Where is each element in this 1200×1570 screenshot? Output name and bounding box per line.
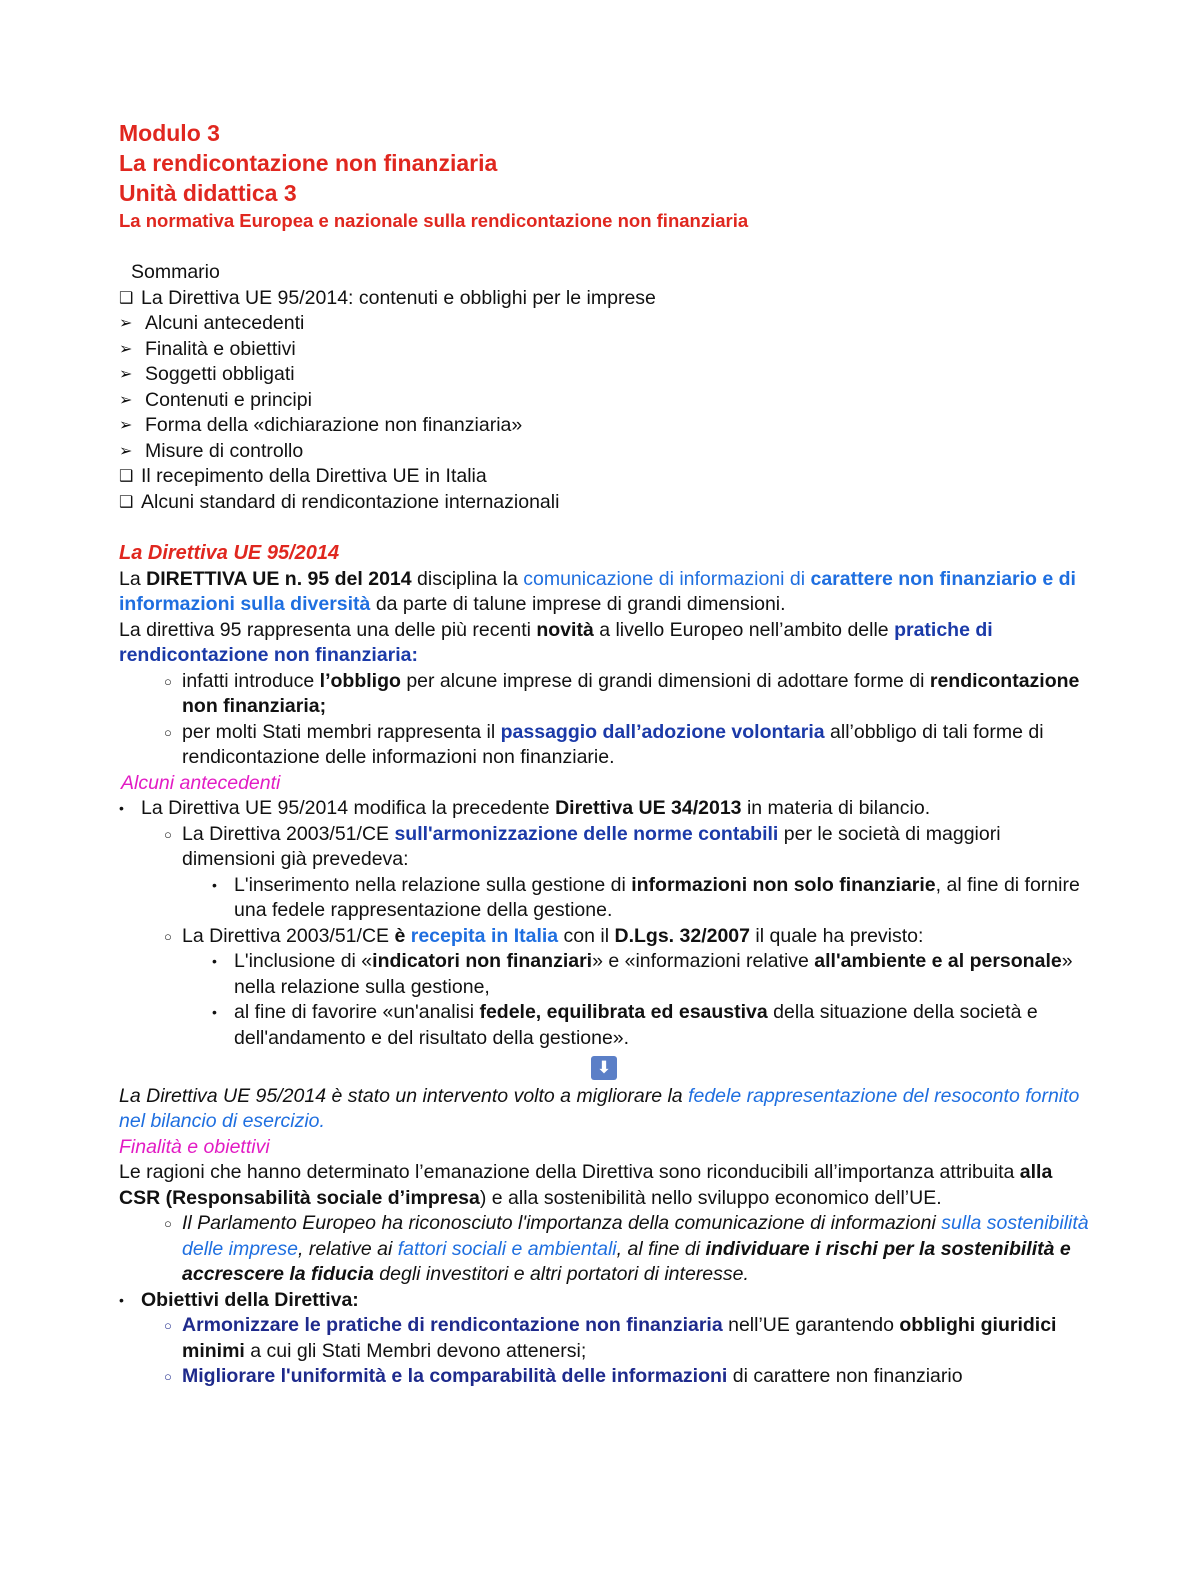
bullet-icon: • (212, 1004, 217, 1020)
list-item: ○ La Direttiva 2003/51/CE è recepita in Italia con il D.Lgs. 32/2007 il quale ha previsto: (164, 924, 1089, 950)
summary-item: ➢ Forma della «dichiarazione non finanziaria» (119, 413, 1089, 439)
list-item: • Obiettivi della Direttiva: (119, 1288, 1089, 1314)
down-arrow-icon: ⬇ (591, 1056, 617, 1080)
list-item: • L'inserimento nella relazione sulla gestione di informazioni non solo finanziarie, al fine di fornire una fedele rappresentazione della gestione. (212, 873, 1080, 921)
conclusion-paragraph: La Direttiva UE 95/2014 è stato un intervento volto a migliorare la fedele rappresentazione del resoconto fornito nel bilancio di esercizio. (119, 1084, 1080, 1132)
paragraph-novita: La direttiva 95 rappresenta una delle più recenti novità a livello Europeo nell’ambito delle pratiche di rendicontazione non finanziaria: (119, 618, 993, 666)
list-item: • La Direttiva UE 95/2014 modifica la precedente Direttiva UE 34/2013 in materia di bilancio. (119, 796, 1089, 822)
bullet-icon: • (119, 800, 124, 816)
summary-item: ❑ La Direttiva UE 95/2014: contenuti e obblighi per le imprese (119, 286, 1089, 312)
paragraph-intro: La DIRETTIVA UE n. 95 del 2014 disciplina la comunicazione di informazioni di carattere non finanziario e di informazioni sulla diversità da parte di talune imprese di grandi dimensioni. (119, 567, 1076, 615)
summary-item: ➢ Soggetti obbligati (119, 362, 1089, 388)
circle-bullet-icon: ○ (164, 1369, 172, 1384)
unit-subtitle: La normativa Europea e nazionale sulla rendicontazione non finanziaria (119, 210, 749, 231)
circle-bullet-icon: ○ (164, 1318, 172, 1333)
summary-item: ➢ Finalità e obiettivi (119, 337, 1089, 363)
summary-item: ➢ Contenuti e principi (119, 388, 1089, 414)
arrow-bullet-icon: ➢ (119, 417, 133, 434)
circle-bullet-icon: ○ (164, 724, 172, 740)
arrow-bullet-icon: ➢ (119, 442, 133, 460)
checkbox-bullet-icon: ❑ (119, 493, 134, 511)
section-heading-antecedenti: Alcuni antecedenti (121, 771, 281, 794)
summary-item: ➢ Misure di controllo (119, 439, 1089, 465)
paragraph-ragioni: Le ragioni che hanno determinato l’emanazione della Direttiva sono riconducibili all’importanza attribuita alla CSR (Responsabilità sociale d’impresa) e alla sostenibilità nello sviluppo economico dell’UE. (119, 1161, 1053, 1209)
bullet-icon: • (119, 1291, 124, 1308)
arrow-bullet-icon: ➢ (119, 366, 133, 383)
list-item: • al fine di favorire «un'analisi fedele, equilibrata ed esaustiva della situazione della società e dell'andamento e del risultato della gestione». (212, 1001, 1038, 1049)
summary-item: ❑ Il recepimento della Direttiva UE in Italia (119, 464, 1089, 490)
list-item: ○ per molti Stati membri rappresenta il passaggio dall’adozione volontaria all’obbligo di tali forme di rendicontazione delle informazioni non finanziarie. (164, 720, 1044, 768)
unit-title: Unità didattica 3 (119, 180, 297, 206)
document-page (119, 118, 1089, 1390)
circle-bullet-icon: ○ (164, 928, 172, 944)
list-item: ○ Il Parlamento Europeo ha riconosciuto l'importanza della comunicazione di informazioni sulla sostenibilità delle imprese, relative ai fattori sociali e ambientali, al fine di individuare i rischi per la sostenibilità e accrescere la fiducia degli investitori e altri portatori di interesse. (164, 1212, 1089, 1285)
summary-item: ❑ Alcuni standard di rendicontazione internazionali (119, 490, 1089, 516)
checkbox-bullet-icon: ❑ (119, 468, 134, 485)
list-item: ○ infatti introduce l’obbligo per alcune imprese di grandi dimensioni di adottare forme di rendicontazione non finanziaria; (164, 669, 1080, 717)
arrow-bullet-icon: ➢ (119, 391, 133, 409)
list-item: ○ La Direttiva 2003/51/CE sull'armonizzazione delle norme contabili per le società di maggiori dimensioni già prevedeva: (164, 822, 1001, 870)
summary (119, 260, 1089, 515)
arrow-bullet-icon: ➢ (119, 340, 133, 358)
module-title: Modulo 3 (119, 120, 220, 146)
list-item: ○ Armonizzare le pratiche di rendicontazione non finanziaria nell’UE garantendo obblighi giuridici minimi a cui gli Stati Membri devono attenersi; (164, 1314, 1057, 1362)
arrow-bullet-icon: ➢ (119, 315, 133, 332)
section-heading-direttiva: La Direttiva UE 95/2014 (119, 542, 340, 564)
circle-bullet-icon: ○ (164, 673, 172, 689)
bullet-icon: • (212, 953, 217, 969)
list-item: ○ Migliorare l'uniformità e la comparabilità delle informazioni di carattere non finanziario (164, 1364, 1089, 1390)
bullet-icon: • (212, 876, 217, 893)
module-subtitle: La rendicontazione non finanziaria (119, 150, 498, 176)
down-arrow-row (119, 1055, 1089, 1081)
section-heading-finalita: Finalità e obiettivi (119, 1135, 270, 1158)
summary-title: Sommario (131, 261, 220, 283)
circle-bullet-icon: ○ (164, 826, 172, 842)
list-item: • L'inclusione di «indicatori non finanziari» e «informazioni relative all'ambiente e al personale» nella relazione sulla gestione, (212, 950, 1073, 998)
checkbox-bullet-icon: ❑ (119, 289, 134, 307)
summary-item: ➢ Alcuni antecedenti (119, 311, 1089, 337)
circle-bullet-icon: ○ (164, 1216, 172, 1231)
